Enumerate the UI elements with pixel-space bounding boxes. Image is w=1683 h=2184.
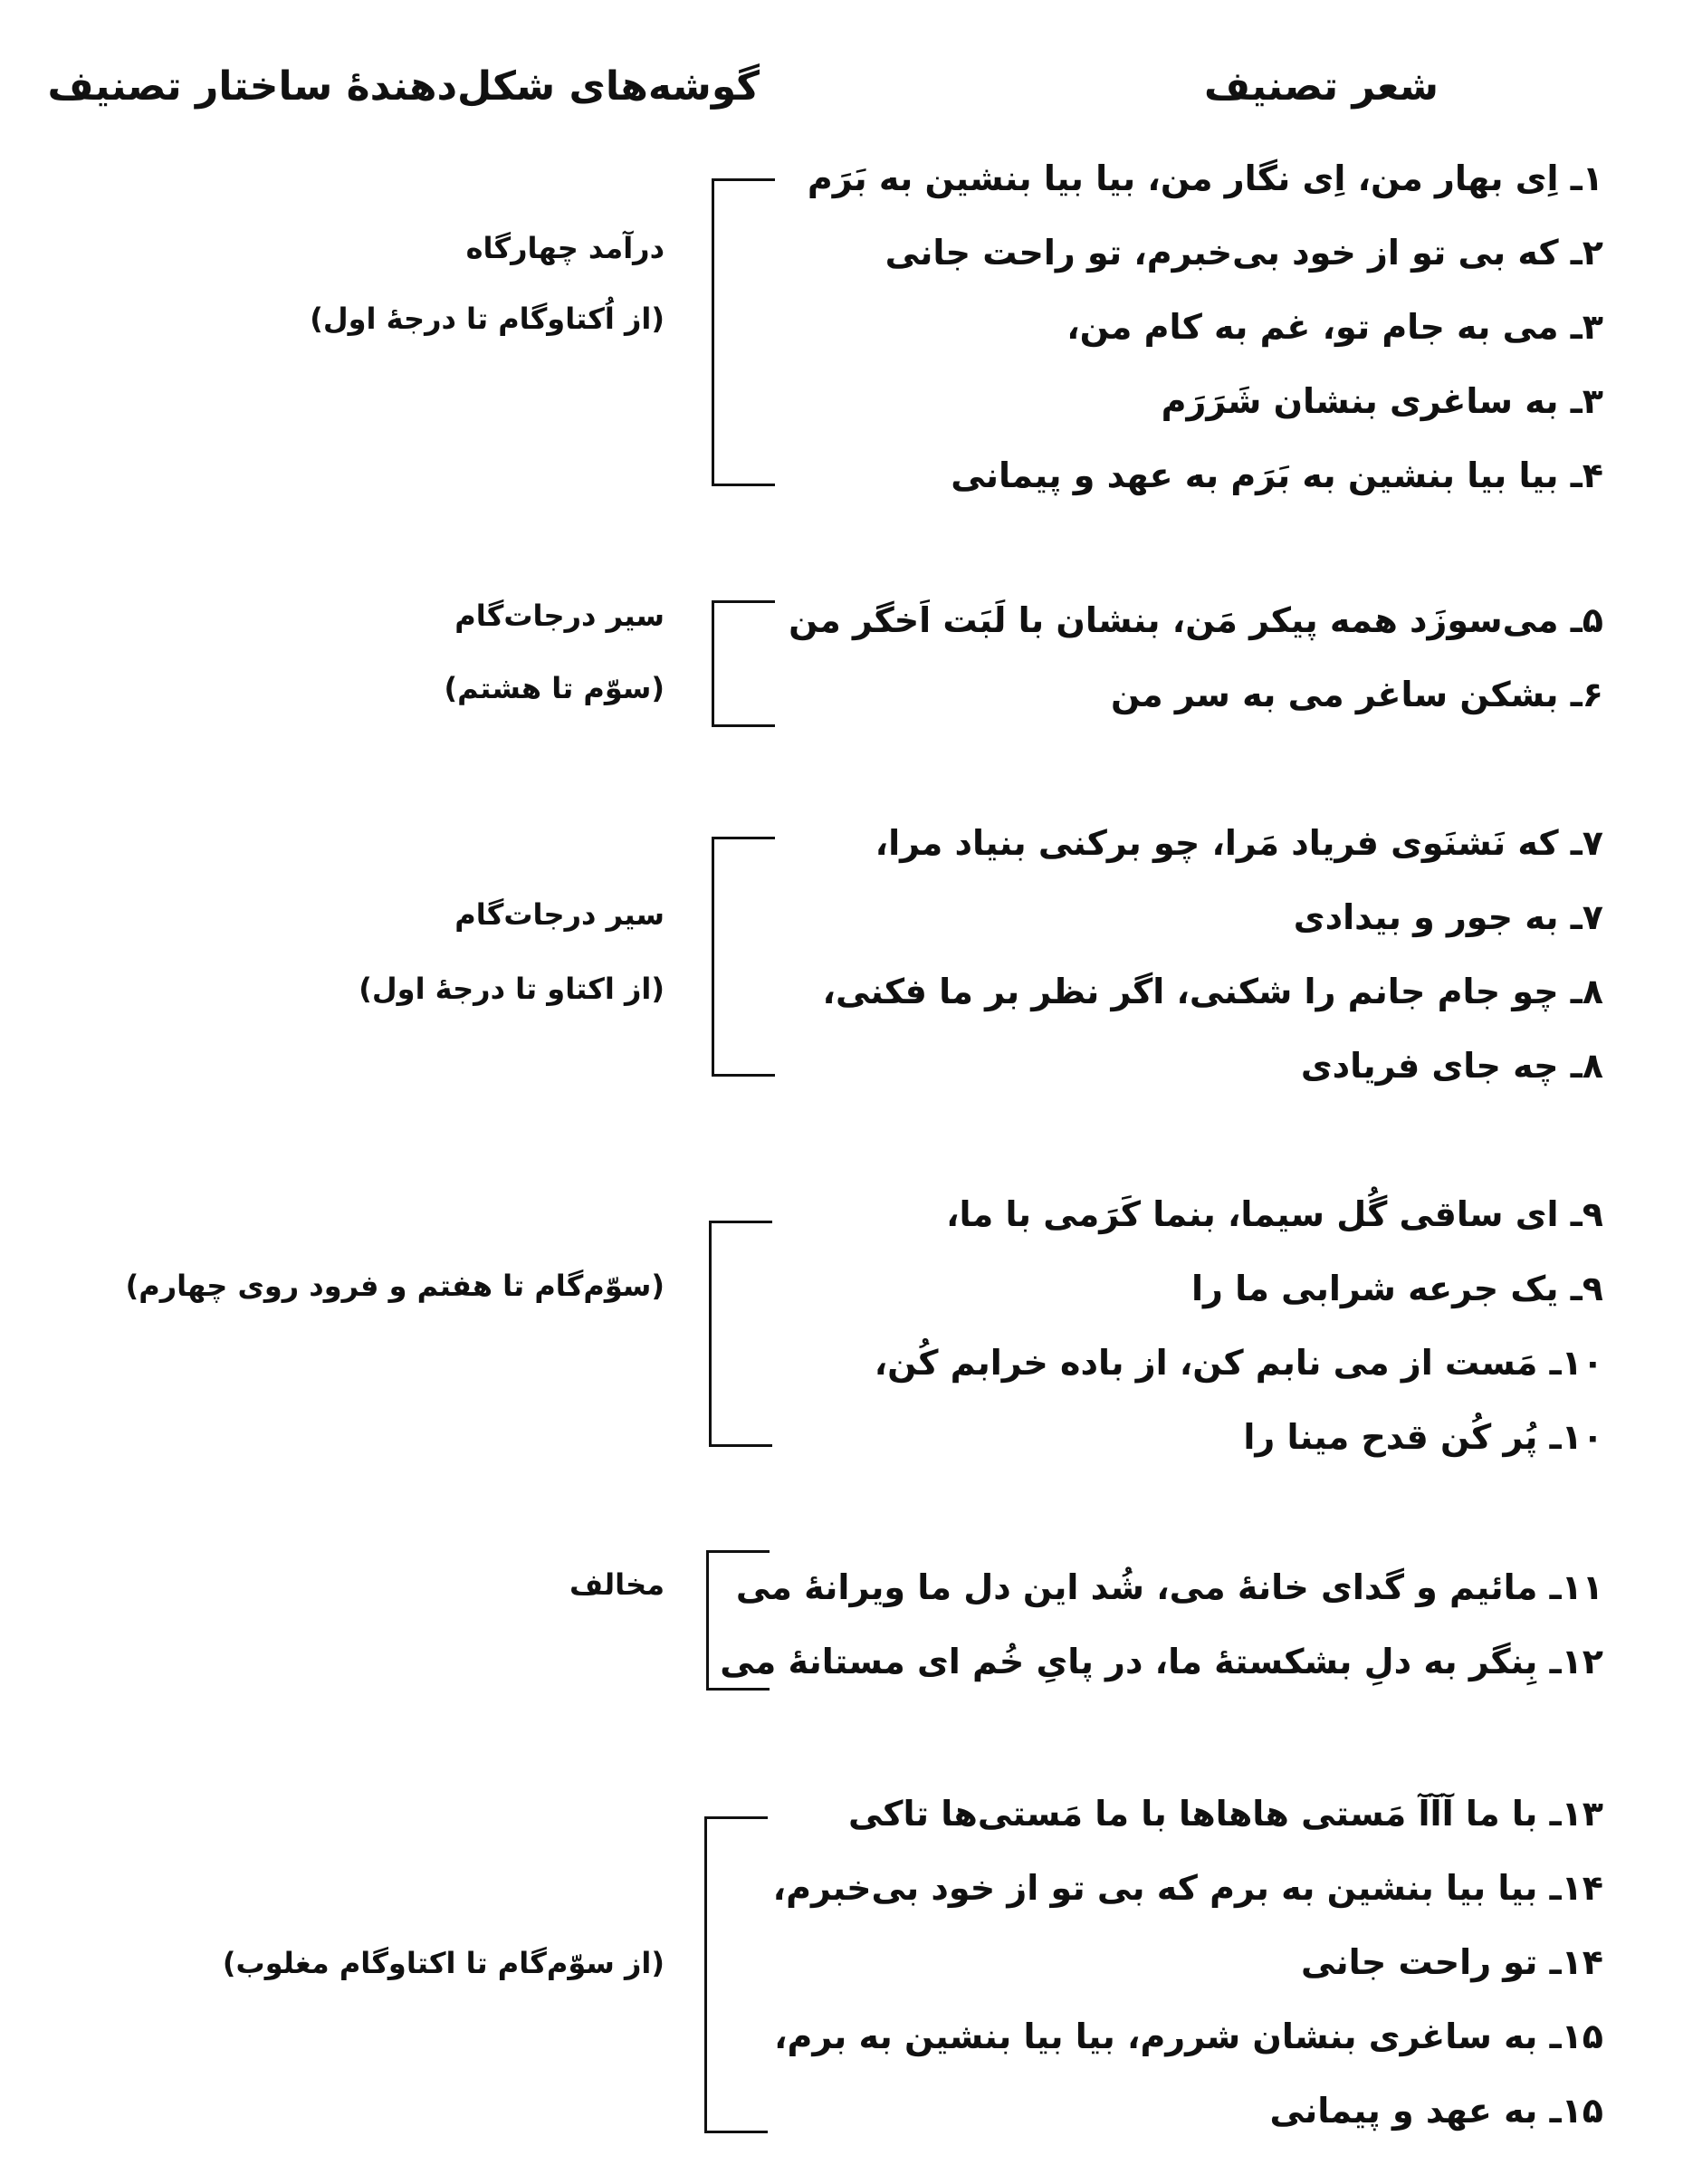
poem-line: ۳ـ می به جام تو، غم به کام من، [1066,307,1603,347]
section-bracket [712,837,775,1077]
gusheh-note: درآمد چهارگاه [465,231,665,265]
section-bracket [704,1816,768,2133]
poem-line: ۱۰ـ پُر کُن قدح مینا را [1243,1417,1603,1457]
poem-line: ۱۵ـ به عهد و پیمانی [1269,2091,1603,2131]
gusheh-note: مخالف [569,1567,665,1602]
poem-line: ۷ـ که نَشنَوی فریاد مَرا، چو برکنی بنیاد مرا، [875,823,1603,863]
poem-line: ۷ـ به جور و بیدادی [1293,897,1603,937]
gusheh-note: (از سوّم‌گام تا اکتاوگام مغلوب) [222,1946,665,1980]
section-bracket [706,1550,770,1691]
gusheh-note: سیر درجات‌گام [454,897,665,932]
poem-line: ۴ـ بیا بیا بنشین به بَرَم به عهد و پیمانی [951,455,1603,495]
gusheh-note: (از اُکتاوگام تا درجهٔ اول) [310,302,665,336]
poem-line: ۱۲ـ بِنگر به دلِ بشکستهٔ ما، در پایِ خُم ای مستانهٔ می [720,1642,1603,1681]
poem-line: ۳ـ به ساغری بنشان شَرَرَم [1161,381,1603,421]
poem-line: ۱۴ـ بیا بیا بنشین به برم که بی تو از خود بی‌خبرم، [772,1868,1603,1908]
gusheh-note: (سوّم تا هشتم) [444,671,665,705]
poem-line: ۱ـ اِی بهار من، اِی نگار من، بیا بیا بنشین به بَرَم [807,158,1603,198]
poem-line: ۱۵ـ به ساغری بنشان شررم، بیا بیا بنشین به برم، [774,2016,1603,2056]
section-bracket [712,178,775,486]
section-bracket [709,1221,772,1447]
poem-line: ۹ـ ای ساقی گُل سیما، بنما کَرَمی با ما، [946,1194,1603,1234]
gusheh-column-header: گوشه‌های شکل‌دهندهٔ ساختار تصنیف [47,63,760,110]
gusheh-note: (از اکتاو تا درجهٔ اول) [359,972,665,1006]
poem-line: ۱۰ـ مَست از می نابم کن، از باده خرابم کُن، [874,1343,1603,1383]
poem-column-header: شعر تصنیف [1204,63,1439,110]
gusheh-note: (سوّم‌گام تا هفتم و فرود روی چهارم) [125,1269,665,1303]
gusheh-note: سیر درجات‌گام [454,599,665,633]
poem-line: ۸ـ چو جام جانم را شکنی، اگر نظر بر ما فکنی، [822,972,1603,1011]
section-bracket [712,600,775,727]
poem-line: ۶ـ بشکن ساغر می به سر من [1110,675,1603,714]
poem-line: ۸ـ چه جای فریادی [1300,1046,1603,1086]
poem-line: ۵ـ می‌سوزَد همه پیکر مَن، بنشان با لَبَت اَخگر من [789,600,1603,640]
poem-line: ۲ـ که بی تو از خود بی‌خبرم، تو راحت جانی [885,233,1603,273]
poem-line: ۹ـ یک جرعه شرابی ما را [1191,1269,1603,1308]
poem-line: ۱۴ـ تو راحت جانی [1300,1942,1603,1982]
poem-line: ۱۳ـ با ما آآآ مَستی هاهاها با ما مَستی‌ها تاکی [847,1794,1603,1834]
poem-line: ۱۱ـ مائیم و گدای خانهٔ می، شُد این دل ما ویرانهٔ می [735,1567,1603,1607]
